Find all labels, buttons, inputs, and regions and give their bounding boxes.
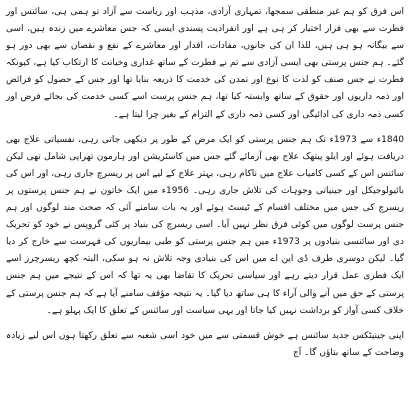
paragraph-history: 1840ء سے 1973ء تک ہم جنس پرستی کو ایک مرض کے طور پر دیکھی جاتی رہی، نفسیاتی علاج بھی دریافت ہوئے اور ایلو پیتھک علاج بھی آزمائے گئے جس میں کاسٹریشن اور ہارمون تھراپی شامل تھی لیکن سائنس اس کے کسی کامیاب علاج میں ناکام رہی، بہتر علاج کے لیے اس پر ریسرچ جاری رہی، اور اس کی بائیولوجیکل اور جینیاتی وجوہات کی تلاش جاری رہی۔ 1956ء میں ایک خاتون نے ہم جنس پرستوں پر ریسرچ کی جس میں مختلف اقسام کے ٹیسٹ ہوئے اور یہ بات سامنے آئی کہ صحت مند لوگوں اور ہم جنس پرست لوگوں میں کوئی فرق نظر نہیں آیا۔ اسی ریسرچ کی بنیاد پر کئی گروپس نے خود کو تحریک دی اور سائنسی بنیادوں پر 1973ء میں ہم جنس پرستی کو طبی بیماریوں کی فہرست سے خارج کر دیا گیا۔ لیکن دوسری طرف ڈی این اے میں اس کی بنیادی وجہ تلاش نہ ہو سکی، البتہ کچھ ریسرچرز اسے ایک فطری عمل قرار دیتے رہے اور سیاسی تحریک کا تقاضا بھی یہ تھا کہ اس کے نتیجے میں ہم جنس پرستی کے حق میں آنے والی آراء کا ہی ساتھ دیا گیا۔ یہ نتیجہ مؤقف سامنے آیا ہے کہ ہم جنس پرستی کے خلاف کسی آواز کو برداشت نہیں کیا جاتا اور یہی سیاست اور سائنس کے تعلق کا ایک پہلو ہے۔ bbox=[6, 134, 405, 316]
paragraph-intro: اس فرق کو ہم غیر منطقی سمجھا، تمہاری آزادی، مذہب اور ریاست سے آزاد تو ہمی ہی، سائنس اور فطرت سے بھی فرار اختیار کر ہی ہے اور انفرادیت پسندی ایسی کہ جس معاشرے میں زندہ ہیں، اسی سے بیگانہ ہو ہی ہیں، للذا ان کی جانوں، مفادات، اقدار اور معاشرے کے نفع و نقصان سے بھی دور ہو گئے۔ ہم جنس پرستی بھی ایسی آزادی سے تم نے فطرت کے ساتھ غداری وخیانت کا ارتکاب کیا ہے، کیونکہ فطرت نے جس صنف کو لذت کا نوع اور تمدن کی خدمت کا ذریعہ بنایا تھا اور جس کے حصول کو فرائض اور ذمہ داریوں اور حقوق کے ساتھ وابستہ کیا تھا، ہم جنس پرست اسے کسی خدمت کی بجائے فرض اور کسی ذمہ داری کی ادائیگی اور کسی ذمہ داری کے التزام کے بغیر چرا لیتا ہے۔ bbox=[6, 7, 404, 120]
article-body bbox=[6, 0, 404, 410]
paragraph-genetics: اپنی جینیٹکس جدید سائنس ہے خوش قسمتی سے میں خود اسی شعبہ سے تعلق رکھتا ہوں اس لیے زیادہ وضاحت کے ساتھ بتاؤں گا۔ آج bbox=[6, 330, 404, 358]
